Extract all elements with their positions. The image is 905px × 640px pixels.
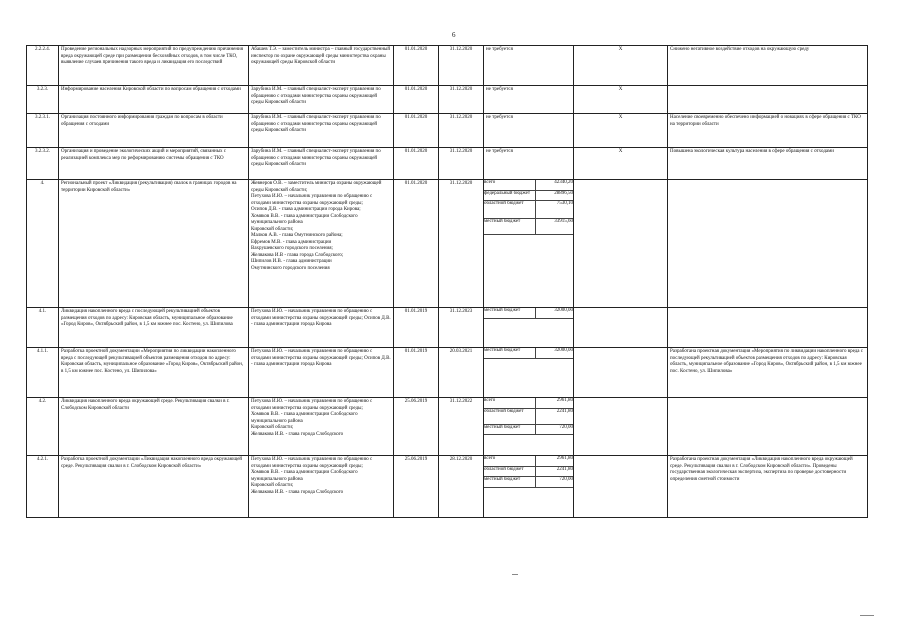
finance-amount: 2961,80 (536, 456, 573, 466)
table-row (27, 86, 868, 114)
finance-source: областной бюджет (484, 466, 536, 477)
expected-result: Разработана проектная документация «Ликвидация накопленного вреда окружающей среде. Рекультивация свалки в г. Слободском Кировской области». Проведены государственная экологическая экспертиза, экспертиза по проверке достоверности определения сметной стоимости (668, 456, 868, 518)
executor-line: Осипов Д.В. - глава администрации города Кирова; (251, 207, 361, 212)
table-row (27, 46, 868, 86)
finance-amount: 720,00 (536, 477, 573, 488)
finance-table (484, 398, 573, 435)
start-date: 01.01.2020 (394, 180, 439, 308)
executor: Петухова И.Ю. – начальник управления по обращению с отходами министерства охраны окружающей среды; Осипов Д.В. - глава администрации города Кирова (249, 348, 394, 398)
finance-cell (484, 398, 574, 456)
executor-line: Желвакова И.В - глава города Слободского; (251, 252, 344, 258)
mark-cell: X (574, 148, 668, 180)
finance-row (484, 219, 573, 235)
executor (249, 456, 394, 518)
page-number: 6 (452, 31, 456, 39)
finance-row (484, 201, 573, 219)
finance-row (484, 408, 573, 424)
executor: Абашев Т.Э. – заместитель министра – главный государственный инспектор по охране окружающей среды министерства охраны окружающей среды Кировской области (249, 46, 394, 86)
measure-name: Проведение региональных надзорных мероприятий по предупреждению причинения вреда окружающей среде при размещении бесхозяйных отходов, в том числе ТКО, выявление случаев причинения такого вреда и ликвидация его последствий (59, 46, 249, 86)
finance-row (484, 348, 573, 358)
end-date: 31.12.2020 (439, 180, 484, 308)
start-date: 01.01.2019 (394, 348, 439, 398)
finance-amount: 32000,00 (536, 308, 573, 318)
executor-line: Шипилов И.В. - глава администрации (251, 259, 332, 264)
measure-name: Организация постоянного информирования граждан по вопросам в области обращения с отходами (59, 114, 249, 148)
finance-source: областной бюджет (484, 408, 536, 424)
finance-row (484, 180, 573, 190)
executor: Зарубина И.М. – главный специалист-эксперт управления по обращению с отходами министерства охраны окружающей среды Кировской области (249, 114, 394, 148)
executor-line: Вахрушевского городского поселения; (251, 246, 333, 251)
start-date: 01.01.2019 (394, 308, 439, 348)
row-number: 4.1. (27, 308, 59, 348)
measure-name: Разработка проектной документации «Ликвидация накопленного вреда окружающей среде. Рекультивация свалки в г. Слободском Кировской области» (59, 456, 249, 518)
end-date: 31.12.2022 (439, 398, 484, 456)
finance-amount: 7530,10 (536, 201, 573, 219)
row-number: 2.2.2.4. (27, 46, 59, 86)
finance-amount: 2961,80 (536, 398, 573, 408)
executor-line: Петухова И.Ю. – начальник управления по обращению с отходами министерства охраны окружающей среды; (251, 457, 373, 469)
measure-name: Информирование населения Кировской области по вопросам обращения с отходами (59, 86, 249, 114)
finance-amount: 42340,20 (536, 180, 573, 190)
executor (249, 398, 394, 456)
finance-row (484, 190, 573, 201)
finance-cell (484, 180, 574, 308)
start-date: 01.01.2020 (394, 148, 439, 180)
executor: Зарубина И.М. – главный специалист-эксперт управления по обращению с отходами министерства охраны окружающей среды Кировской области (249, 86, 394, 114)
end-date: 31.12.2023 (439, 308, 484, 348)
executor-line: Кировской области; (251, 483, 294, 488)
finance-source: областной бюджет (484, 201, 536, 219)
mark-cell (574, 180, 668, 308)
executor: Зарубина И.М. – главный специалист-эксперт управления по обращению с отходами министерства охраны окружающей среды Кировской области (249, 148, 394, 180)
row-number: 4.2.1. (27, 456, 59, 518)
mark-cell: X (574, 46, 668, 86)
table-row (27, 114, 868, 148)
executor-line: Хомяков В.В. - глава администрации Слободского муниципального района (251, 213, 358, 225)
executor-line: Ефремов М.В. - глава администрации (251, 239, 332, 245)
mark-cell: X (574, 114, 668, 148)
finance-source: местный бюджет (484, 219, 536, 235)
scan-mark (512, 574, 518, 575)
end-date: 31.12.2020 (439, 114, 484, 148)
finance-table (484, 180, 573, 235)
expected-result (668, 398, 868, 456)
finance-row (484, 477, 573, 488)
finance-row (484, 308, 573, 318)
expected-result (668, 308, 868, 348)
finance-row (484, 398, 573, 408)
row-number: 4.1.1. (27, 348, 59, 398)
finance-source: местный бюджет (484, 308, 536, 318)
expected-result: Снижено негативное воздействие отходов на окружающую среду (668, 46, 868, 86)
measure-name: Региональный проект «Ликвидация (рекультивация) свалок в границах городов на территории Кировской области» (59, 180, 249, 308)
measure-name: Ликвидация накопленного вреда с последующей рекультивацией объектов размещения отходов по адресу: Кировская область, муниципальное образование «Город Киров», Октябрьский район, в 1,5 км южнее пос. Костено, ул. Шипилова (59, 308, 249, 348)
expected-result: Население своевременно обеспечено информацией о новациях в сфере обращения с ТКО на территории области (668, 114, 868, 148)
start-date: 25.06.2019 (394, 456, 439, 518)
executor-line: Кировской области; (251, 425, 294, 430)
finance-table (484, 308, 573, 319)
measure-name: Ликвидация накопленного вреда окружающей среде. Рекультивация свалки в г. Слободском Кировской области (59, 398, 249, 456)
measures-table (26, 45, 868, 518)
finance-row (484, 424, 573, 435)
executor-line: Желвакова И.В. - глава города Слободского (251, 431, 344, 437)
table-row (27, 456, 868, 518)
end-date: 20.03.2021 (439, 348, 484, 398)
row-number: 4. (27, 180, 59, 308)
start-date: 25.06.2019 (394, 398, 439, 456)
executor-line: Малков А.В. - глава Омутнинского района; (251, 233, 343, 238)
measure-name: Организация и проведение экологических акций и мероприятий, связанных с реализацией комплекса мер по реформированию системы обращения с ТКО (59, 148, 249, 180)
row-number: 3.2.3.2. (27, 148, 59, 180)
finance-cell: не требуется (484, 46, 574, 86)
start-date: 01.01.2020 (394, 86, 439, 114)
end-date: 31.12.2020 (439, 46, 484, 86)
mark-cell (574, 308, 668, 348)
finance-cell (484, 456, 574, 518)
finance-source: всего (484, 398, 536, 408)
finance-cell: не требуется (484, 86, 574, 114)
expected-result (668, 86, 868, 114)
mark-cell: X (574, 86, 668, 114)
expected-result (668, 180, 868, 308)
executor-line: Омутнинского городского поселения (251, 265, 330, 271)
end-date: 28.12.2020 (439, 456, 484, 518)
finance-cell: не требуется (484, 114, 574, 148)
executor-line: Петухова И.Ю. – начальник управления по обращению с отходами министерства охраны окружающей среды; (251, 194, 373, 206)
finance-source: местный бюджет (484, 348, 536, 358)
finance-source: всего (484, 456, 536, 466)
table-row (27, 398, 868, 456)
row-number: 3.2.3. (27, 86, 59, 114)
measure-name: Разработка проектной документации «Мероприятия по ликвидации накопленного вреда с последующей рекультивацией объектов размещения отходов по адресу: Кировская область, муниципальное образование «Город Киров», Октябрьский район, в 1,5 км южнее пос. Костено, ул. Шипилова» (59, 348, 249, 398)
table-row (27, 348, 868, 398)
finance-cell: не требуется (484, 148, 574, 180)
finance-table (484, 456, 573, 488)
start-date: 01.01.2020 (394, 114, 439, 148)
finance-source: федеральный бюджет (484, 190, 536, 201)
table-row (27, 180, 868, 308)
expected-result: Повышена экологическая культура населения в сфере обращения с отходами (668, 148, 868, 180)
executor-line: Хомяков В.В. - глава администрации Слободского муниципального района (251, 470, 358, 482)
executor-line: Жевнеров О.В. – заместитель министра охраны окружающей среды Кировской области; (251, 181, 382, 193)
mark-cell (574, 348, 668, 398)
row-number: 4.2. (27, 398, 59, 456)
expected-result: Разработана проектная документация «Мероприятия по ликвидации накопленного вреда с последующей рекультивацией объектов размещения отходов по адресу: Кировская область, муниципальное образование «Город Киров», Октябрьский район, в 1,5 км южнее пос. Костено, ул. Шипилова» (668, 348, 868, 398)
finance-amount: 28896,50 (536, 190, 573, 201)
mark-cell (574, 456, 668, 518)
finance-cell (484, 348, 574, 398)
finance-amount: 33915,60 (536, 219, 573, 235)
executor-line: Кировской области; (251, 226, 294, 232)
finance-amount: 2241,80 (536, 408, 573, 424)
finance-table (484, 348, 573, 359)
end-date: 31.12.2020 (439, 86, 484, 114)
finance-cell (484, 308, 574, 348)
end-date: 31.12.2020 (439, 148, 484, 180)
executor-line: Хомяков В.В. - глава администрации Слободского муниципального района (251, 412, 358, 424)
table-row (27, 308, 868, 348)
finance-amount: 32000,00 (536, 348, 573, 358)
executor-line: Петухова И.Ю. – начальник управления по обращению с отходами министерства охраны окружающей среды; (251, 399, 373, 411)
scan-mark (860, 615, 874, 616)
executor (249, 180, 394, 308)
finance-amount: 720,00 (536, 424, 573, 435)
finance-row (484, 466, 573, 477)
row-number: 3.2.3.1. (27, 114, 59, 148)
finance-amount: 2241,80 (536, 466, 573, 477)
start-date: 01.01.2020 (394, 46, 439, 86)
finance-source: местный бюджет (484, 424, 536, 435)
finance-row (484, 456, 573, 466)
finance-source: местный бюджет (484, 477, 536, 488)
table-row (27, 148, 868, 180)
executor: Петухова И.Ю. – начальник управления по обращению с отходами министерства охраны окружающей среды; Осипов Д.В. - глава администрации города Кирова (249, 308, 394, 348)
finance-source: всего (484, 180, 536, 190)
executor-line: Желвакова И.В. - глава города Слободского (251, 489, 344, 495)
mark-cell (574, 398, 668, 456)
